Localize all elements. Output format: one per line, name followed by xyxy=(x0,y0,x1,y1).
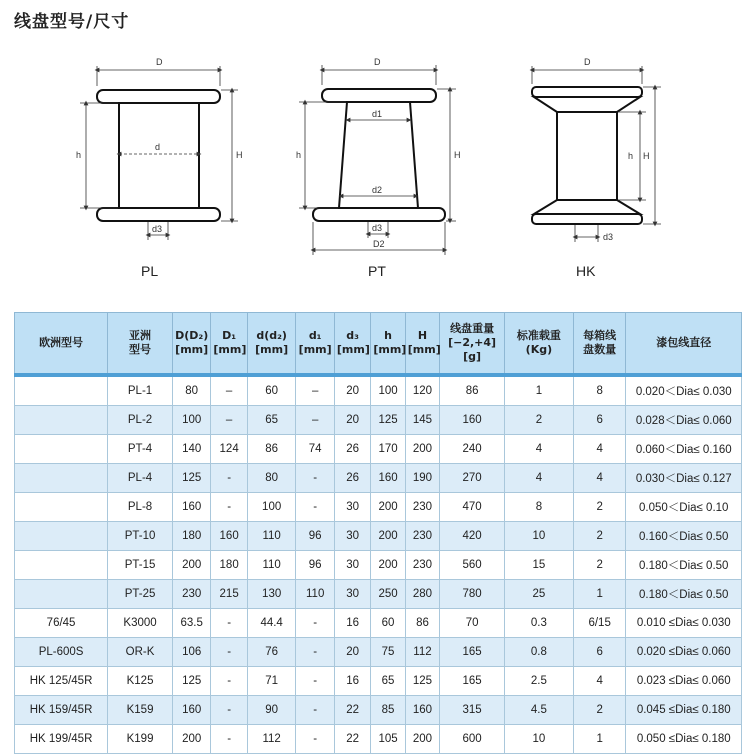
cell-H: 230 xyxy=(405,551,439,580)
col-header: D₁ [mm] xyxy=(211,313,247,376)
cell-D1: 215 xyxy=(211,580,247,609)
cell-H: 230 xyxy=(405,493,439,522)
cell-asia: PT-15 xyxy=(108,551,173,580)
table-row xyxy=(15,435,742,464)
cell-qty: 2 xyxy=(573,522,626,551)
cell-dia: 0.045 ≤Dia≤ 0.180 xyxy=(626,696,742,725)
cell-load: 2.5 xyxy=(504,667,573,696)
cell-asia: PL-2 xyxy=(108,406,173,435)
cell-asia: PL-8 xyxy=(108,493,173,522)
cell-qty: 6 xyxy=(573,406,626,435)
cell-weight: 165 xyxy=(440,667,505,696)
cell-d1: - xyxy=(296,464,334,493)
pt-dim-d2: d2 xyxy=(372,185,383,195)
cell-qty: 4 xyxy=(573,435,626,464)
cell-D1: – xyxy=(211,375,247,406)
cell-d: 71 xyxy=(247,667,296,696)
cell-D1: 160 xyxy=(211,522,247,551)
col-header: h [mm] xyxy=(371,313,405,376)
cell-weight: 420 xyxy=(440,522,505,551)
cell-asia: OR-K xyxy=(108,638,173,667)
table-row xyxy=(15,638,742,667)
col-header: 亚洲 型号 xyxy=(108,313,173,376)
cell-load: 1 xyxy=(504,375,573,406)
cell-asia: K199 xyxy=(108,725,173,754)
cell-h: 100 xyxy=(371,375,405,406)
cell-d: 86 xyxy=(247,435,296,464)
pl-spool-diagram xyxy=(97,90,220,221)
cell-load: 2 xyxy=(504,406,573,435)
cell-euro xyxy=(15,551,108,580)
pt-dim-h: h xyxy=(296,150,302,160)
hk-caption: HK xyxy=(576,263,596,279)
cell-D: 200 xyxy=(172,551,210,580)
spool-diagrams xyxy=(0,40,750,290)
pl-dim-d3: d3 xyxy=(152,224,163,234)
col-header: H [mm] xyxy=(405,313,439,376)
cell-d: 110 xyxy=(247,551,296,580)
cell-asia: PT-4 xyxy=(108,435,173,464)
cell-qty: 4 xyxy=(573,667,626,696)
cell-qty: 2 xyxy=(573,551,626,580)
cell-D: 230 xyxy=(172,580,210,609)
cell-D1: - xyxy=(211,725,247,754)
cell-asia: PT-25 xyxy=(108,580,173,609)
cell-h: 200 xyxy=(371,493,405,522)
cell-d1: - xyxy=(296,667,334,696)
col-header: 欧洲型号 xyxy=(15,313,108,376)
cell-asia: K159 xyxy=(108,696,173,725)
cell-d3: 20 xyxy=(334,406,370,435)
cell-d1: - xyxy=(296,638,334,667)
cell-dia: 0.030＜Dia≤ 0.127 xyxy=(626,464,742,493)
cell-H: 160 xyxy=(405,696,439,725)
table-row xyxy=(15,609,742,638)
cell-D: 125 xyxy=(172,667,210,696)
cell-d: 110 xyxy=(247,522,296,551)
cell-h: 85 xyxy=(371,696,405,725)
cell-dia: 0.060＜Dia≤ 0.160 xyxy=(626,435,742,464)
cell-euro xyxy=(15,493,108,522)
cell-euro: HK 159/45R xyxy=(15,696,108,725)
cell-asia: PL-1 xyxy=(108,375,173,406)
hk-dim-h: h xyxy=(628,151,634,161)
cell-D: 180 xyxy=(172,522,210,551)
pl-dim-D: D xyxy=(156,57,163,67)
cell-H: 230 xyxy=(405,522,439,551)
cell-H: 120 xyxy=(405,375,439,406)
cell-dia: 0.180＜Dia≤ 0.50 xyxy=(626,551,742,580)
cell-d3: 16 xyxy=(334,609,370,638)
cell-load: 10 xyxy=(504,522,573,551)
cell-d3: 22 xyxy=(334,696,370,725)
cell-D: 160 xyxy=(172,493,210,522)
table-row xyxy=(15,406,742,435)
table-row xyxy=(15,551,742,580)
cell-h: 170 xyxy=(371,435,405,464)
cell-d: 60 xyxy=(247,375,296,406)
cell-dia: 0.028＜Dia≤ 0.060 xyxy=(626,406,742,435)
cell-euro: 76/45 xyxy=(15,609,108,638)
hk-dim-d3: d3 xyxy=(603,232,614,242)
pl-dim-h: h xyxy=(76,150,82,160)
cell-dia: 0.010 ≤Dia≤ 0.030 xyxy=(626,609,742,638)
col-header: 每箱线 盘数量 xyxy=(573,313,626,376)
cell-qty: 6 xyxy=(573,638,626,667)
cell-d1: – xyxy=(296,375,334,406)
cell-H: 190 xyxy=(405,464,439,493)
cell-h: 200 xyxy=(371,522,405,551)
pt-caption: PT xyxy=(368,263,386,279)
cell-h: 250 xyxy=(371,580,405,609)
table-body xyxy=(15,375,742,754)
cell-d1: 96 xyxy=(296,522,334,551)
cell-D: 106 xyxy=(172,638,210,667)
cell-load: 4.5 xyxy=(504,696,573,725)
cell-asia: K3000 xyxy=(108,609,173,638)
col-header: D(D₂) [mm] xyxy=(172,313,210,376)
cell-D: 200 xyxy=(172,725,210,754)
cell-d3: 16 xyxy=(334,667,370,696)
cell-weight: 470 xyxy=(440,493,505,522)
cell-euro: HK 199/45R xyxy=(15,725,108,754)
cell-d: 76 xyxy=(247,638,296,667)
hk-dim-D: D xyxy=(584,57,591,67)
hk-spool-diagram xyxy=(532,87,642,224)
cell-asia: PL-4 xyxy=(108,464,173,493)
cell-D1: – xyxy=(211,406,247,435)
table-row xyxy=(15,522,742,551)
pl-dim-d: d xyxy=(155,142,161,152)
cell-asia: PT-10 xyxy=(108,522,173,551)
hk-dim-H: H xyxy=(643,151,650,161)
cell-euro xyxy=(15,435,108,464)
cell-h: 160 xyxy=(371,464,405,493)
col-header: d₃ [mm] xyxy=(334,313,370,376)
cell-load: 0.8 xyxy=(504,638,573,667)
table-row xyxy=(15,375,742,406)
cell-d1: 110 xyxy=(296,580,334,609)
cell-load: 4 xyxy=(504,464,573,493)
cell-qty: 2 xyxy=(573,696,626,725)
cell-d1: - xyxy=(296,725,334,754)
cell-weight: 240 xyxy=(440,435,505,464)
cell-load: 8 xyxy=(504,493,573,522)
cell-d1: - xyxy=(296,493,334,522)
cell-weight: 160 xyxy=(440,406,505,435)
table-row xyxy=(15,580,742,609)
cell-d1: 74 xyxy=(296,435,334,464)
cell-D1: - xyxy=(211,696,247,725)
cell-euro xyxy=(15,406,108,435)
cell-d3: 30 xyxy=(334,551,370,580)
cell-h: 125 xyxy=(371,406,405,435)
cell-dia: 0.050 ≤Dia≤ 0.180 xyxy=(626,725,742,754)
cell-h: 105 xyxy=(371,725,405,754)
table-row xyxy=(15,696,742,725)
cell-D1: - xyxy=(211,493,247,522)
table-row xyxy=(15,464,742,493)
cell-d: 100 xyxy=(247,493,296,522)
cell-weight: 270 xyxy=(440,464,505,493)
cell-load: 0.3 xyxy=(504,609,573,638)
cell-d3: 20 xyxy=(334,375,370,406)
cell-H: 200 xyxy=(405,725,439,754)
cell-euro: PL-600S xyxy=(15,638,108,667)
table-row xyxy=(15,667,742,696)
cell-d3: 30 xyxy=(334,522,370,551)
cell-asia: K125 xyxy=(108,667,173,696)
col-header: d₁ [mm] xyxy=(296,313,334,376)
cell-d: 44.4 xyxy=(247,609,296,638)
page-title: 线盘型号/尺寸 xyxy=(14,12,130,32)
cell-d3: 26 xyxy=(334,464,370,493)
pt-dim-D: D xyxy=(374,57,381,67)
cell-d1: – xyxy=(296,406,334,435)
col-header: 漆包线直径 xyxy=(626,313,742,376)
cell-euro: HK 125/45R xyxy=(15,667,108,696)
cell-euro xyxy=(15,375,108,406)
cell-d3: 22 xyxy=(334,725,370,754)
cell-weight: 86 xyxy=(440,375,505,406)
cell-load: 4 xyxy=(504,435,573,464)
cell-d1: - xyxy=(296,609,334,638)
cell-D: 63.5 xyxy=(172,609,210,638)
cell-D: 140 xyxy=(172,435,210,464)
pl-dim-H: H xyxy=(236,150,243,160)
col-header: 标准载重 (Kg) xyxy=(504,313,573,376)
cell-d: 80 xyxy=(247,464,296,493)
cell-qty: 1 xyxy=(573,725,626,754)
cell-d3: 30 xyxy=(334,580,370,609)
cell-euro xyxy=(15,464,108,493)
cell-H: 125 xyxy=(405,667,439,696)
table-header-row xyxy=(15,313,742,376)
cell-qty: 2 xyxy=(573,493,626,522)
cell-d3: 20 xyxy=(334,638,370,667)
cell-D1: - xyxy=(211,609,247,638)
pt-dim-d3: d3 xyxy=(372,223,383,233)
cell-qty: 4 xyxy=(573,464,626,493)
cell-d: 65 xyxy=(247,406,296,435)
col-header: 线盘重量 [−2,+4][g] xyxy=(440,313,505,376)
cell-dia: 0.020＜Dia≤ 0.030 xyxy=(626,375,742,406)
cell-d3: 30 xyxy=(334,493,370,522)
cell-h: 65 xyxy=(371,667,405,696)
cell-euro xyxy=(15,522,108,551)
cell-weight: 780 xyxy=(440,580,505,609)
cell-H: 112 xyxy=(405,638,439,667)
cell-D1: 180 xyxy=(211,551,247,580)
cell-load: 25 xyxy=(504,580,573,609)
cell-D1: 124 xyxy=(211,435,247,464)
cell-load: 10 xyxy=(504,725,573,754)
cell-H: 86 xyxy=(405,609,439,638)
cell-h: 200 xyxy=(371,551,405,580)
cell-D1: - xyxy=(211,667,247,696)
cell-load: 15 xyxy=(504,551,573,580)
cell-D: 80 xyxy=(172,375,210,406)
cell-H: 200 xyxy=(405,435,439,464)
cell-dia: 0.023 ≤Dia≤ 0.060 xyxy=(626,667,742,696)
cell-euro xyxy=(15,580,108,609)
cell-dia: 0.050＜Dia≤ 0.10 xyxy=(626,493,742,522)
pt-dim-d1: d1 xyxy=(372,109,383,119)
pl-caption: PL xyxy=(141,263,159,279)
cell-h: 60 xyxy=(371,609,405,638)
cell-d: 130 xyxy=(247,580,296,609)
cell-d: 112 xyxy=(247,725,296,754)
cell-D: 160 xyxy=(172,696,210,725)
cell-d1: - xyxy=(296,696,334,725)
cell-H: 280 xyxy=(405,580,439,609)
cell-weight: 315 xyxy=(440,696,505,725)
cell-D1: - xyxy=(211,638,247,667)
cell-d: 90 xyxy=(247,696,296,725)
table-row xyxy=(15,493,742,522)
cell-dia: 0.160＜Dia≤ 0.50 xyxy=(626,522,742,551)
spool-spec-table xyxy=(14,312,742,754)
cell-weight: 560 xyxy=(440,551,505,580)
cell-qty: 1 xyxy=(573,580,626,609)
cell-qty: 6/15 xyxy=(573,609,626,638)
cell-h: 75 xyxy=(371,638,405,667)
cell-dia: 0.020 ≤Dia≤ 0.060 xyxy=(626,638,742,667)
cell-weight: 165 xyxy=(440,638,505,667)
table-row xyxy=(15,725,742,754)
cell-H: 145 xyxy=(405,406,439,435)
cell-weight: 600 xyxy=(440,725,505,754)
pt-dim-H: H xyxy=(454,150,461,160)
cell-D: 100 xyxy=(172,406,210,435)
cell-d1: 96 xyxy=(296,551,334,580)
pt-dim-D2: D2 xyxy=(373,239,385,249)
cell-dia: 0.180＜Dia≤ 0.50 xyxy=(626,580,742,609)
cell-D: 125 xyxy=(172,464,210,493)
col-header: d(d₂) [mm] xyxy=(247,313,296,376)
cell-qty: 8 xyxy=(573,375,626,406)
cell-D1: - xyxy=(211,464,247,493)
cell-weight: 70 xyxy=(440,609,505,638)
cell-d3: 26 xyxy=(334,435,370,464)
